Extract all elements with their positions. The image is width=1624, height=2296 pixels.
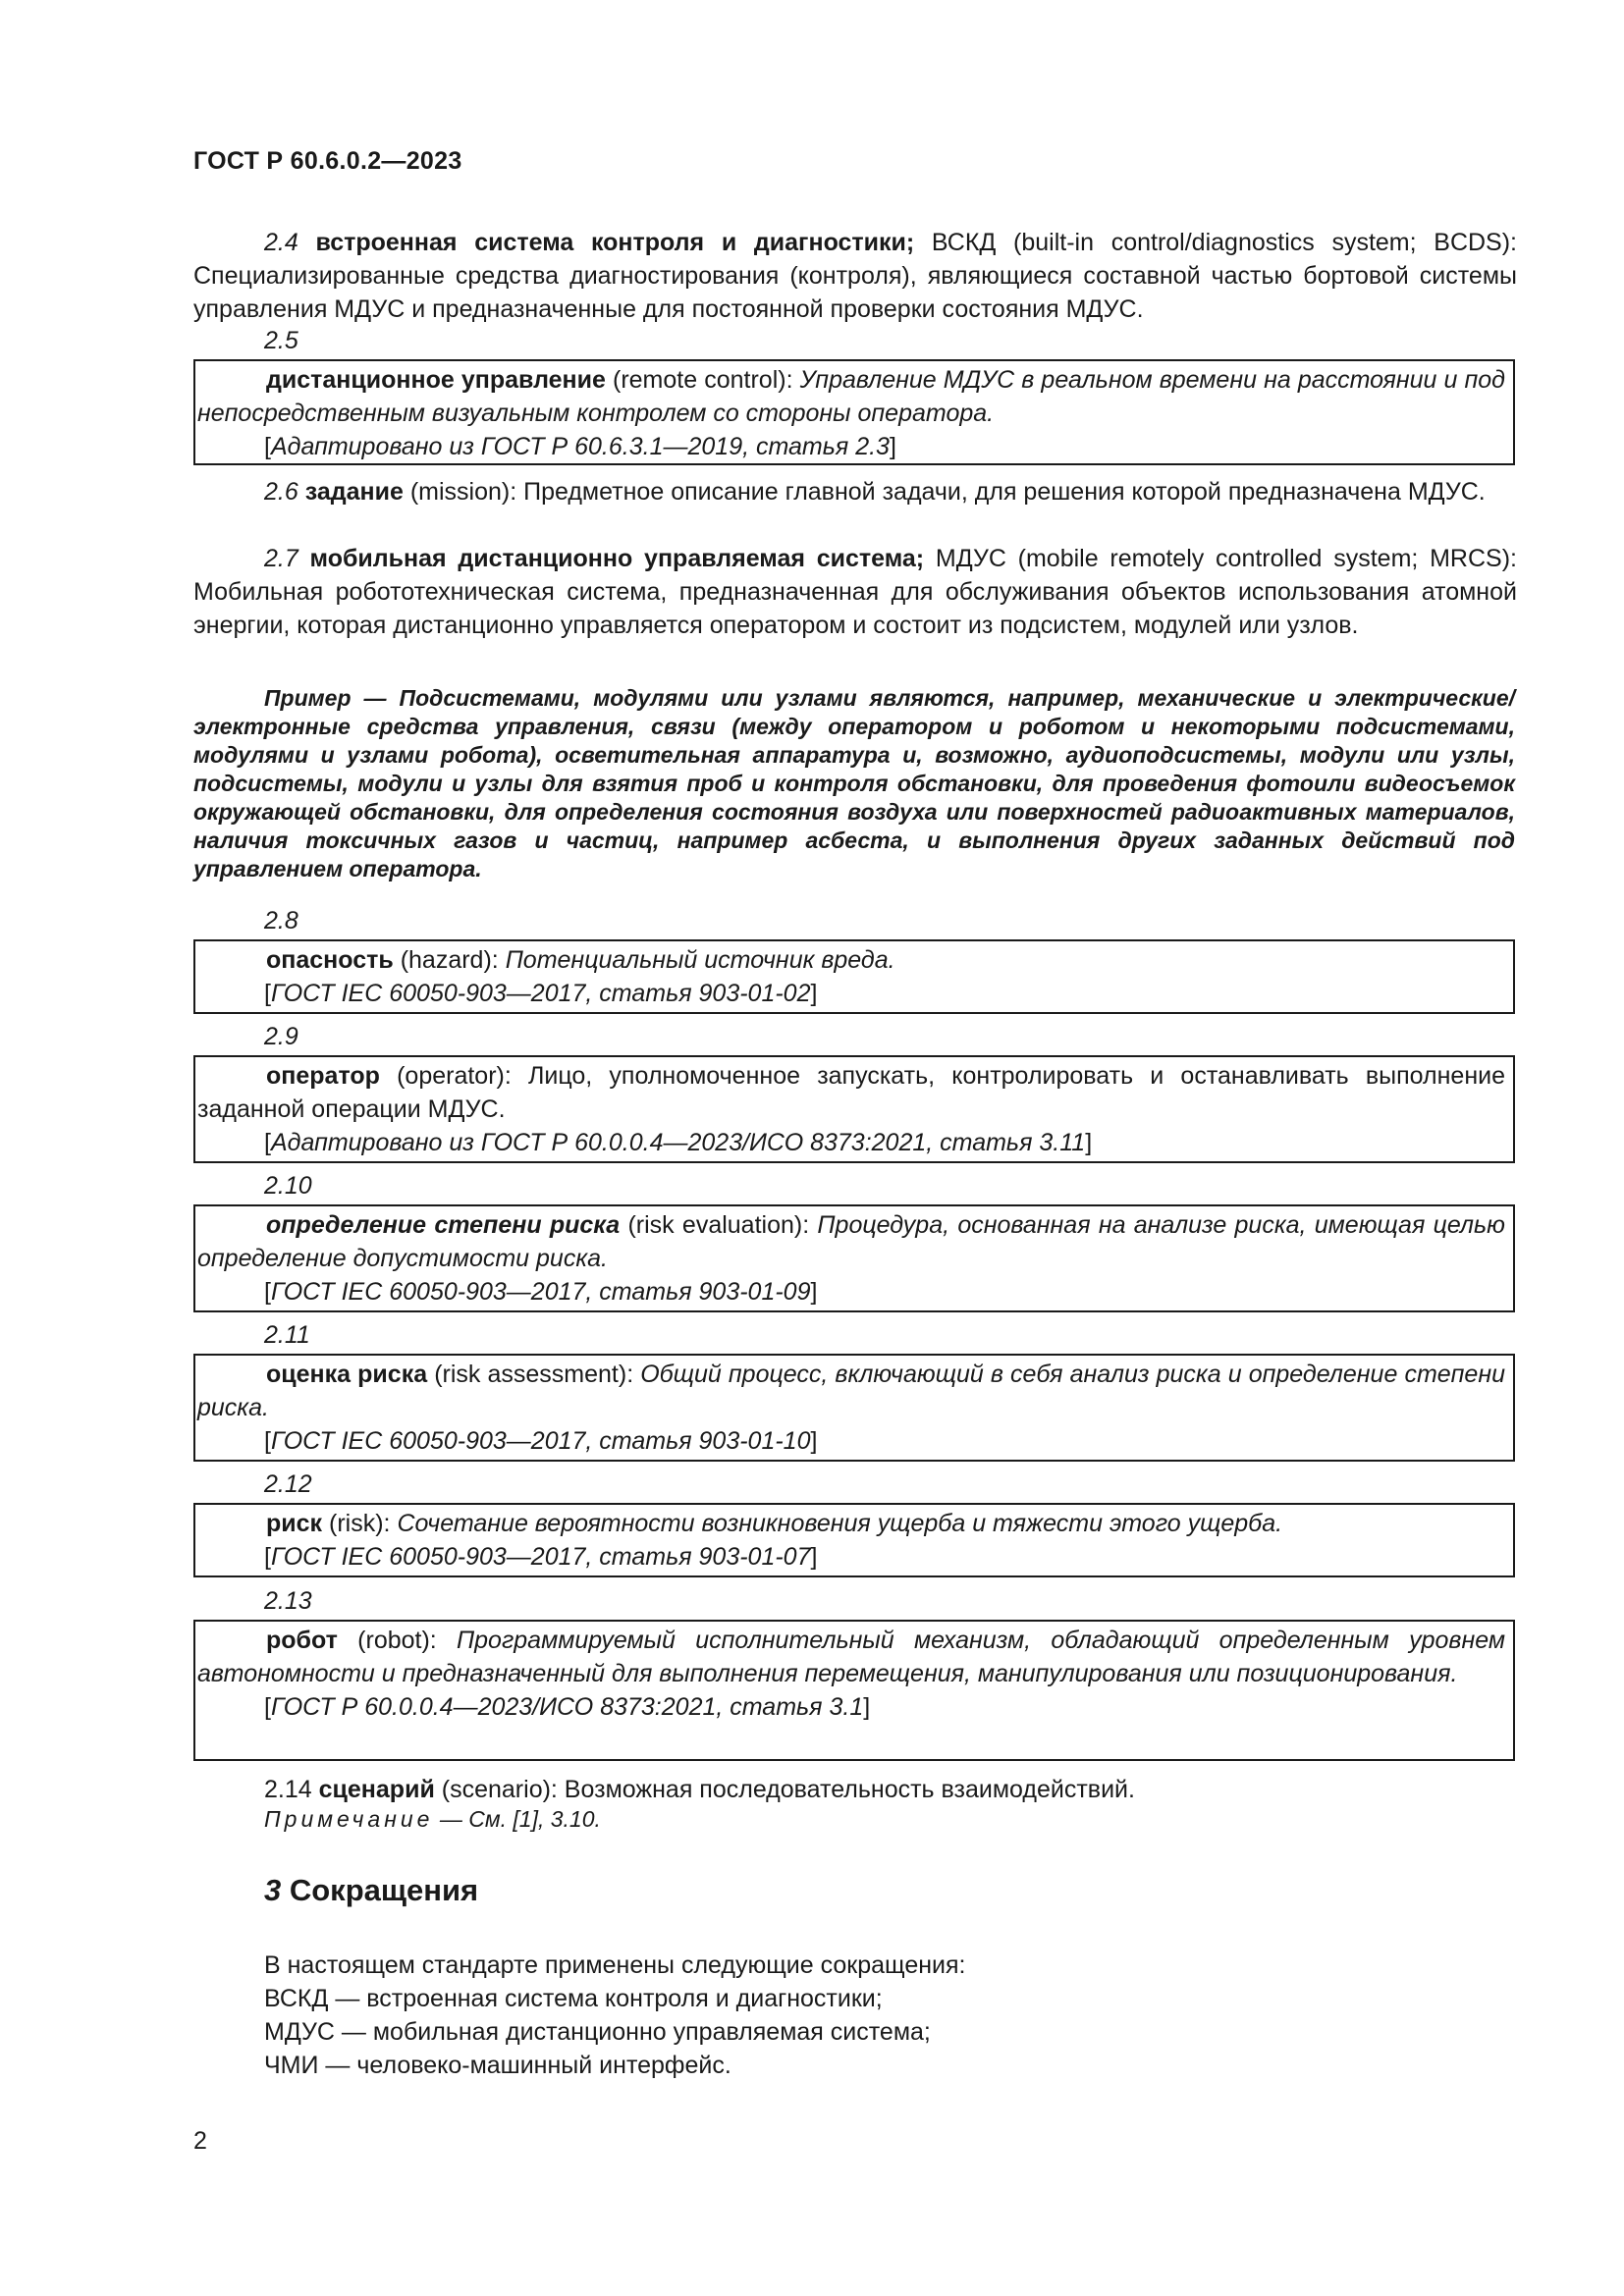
term-source: [ГОСТ IEC 60050-903—2017, статья 903-01-07] xyxy=(264,1543,818,1571)
term-number-2-8: 2.8 xyxy=(264,907,298,934)
term-box-2-11: оценка риска (risk assessment): Общий процесс, включающий в себя анализ риска и определение степени риска. [ГОСТ IEC 60050-903—2017, статья 903-01-10] xyxy=(193,1354,1515,1462)
term-box-2-8: опасность (hazard): Потенциальный источник вреда. [ГОСТ IEC 60050-903—2017, статья 903-01-02] xyxy=(193,939,1515,1014)
term-source: [ГОСТ IEC 60050-903—2017, статья 903-01-09] xyxy=(264,1278,818,1306)
term-number-2-13: 2.13 xyxy=(264,1587,312,1615)
term-source: [ГОСТ IEC 60050-903—2017, статья 903-01-02] xyxy=(264,980,818,1007)
term-number-2-10: 2.10 xyxy=(264,1172,312,1200)
page-number: 2 xyxy=(193,2127,207,2155)
term-2-4 xyxy=(193,226,1517,326)
term-number-2-12: 2.12 xyxy=(264,1470,312,1498)
term-number-2-9: 2.9 xyxy=(264,1023,298,1050)
term-source: [ГОСТ IEC 60050-903—2017, статья 903-01-10] xyxy=(264,1427,818,1455)
document-header: ГОСТ Р 60.6.0.2—2023 xyxy=(193,147,462,175)
term-2-6: 2.6 задание (mission): Предметное описание главной задачи, для решения которой предназначена МДУС. xyxy=(264,478,1486,506)
term-box-2-9: оператор (operator): Лицо, уполномоченное запускать, контролировать и останавливать выполнение заданной операции МДУС. [Адаптировано из ГОСТ Р 60.0.0.4—2023/ИСО 8373:2021, статья 3.11] xyxy=(193,1055,1515,1163)
term-number: 2.4 xyxy=(264,229,298,256)
term-box-2-5 xyxy=(193,359,1515,465)
abbreviation-intro: В настоящем стандарте применены следующие сокращения: xyxy=(264,1951,966,1979)
term-2-7: 2.7 мобильная дистанционно управляемая система; МДУС (mobile remotely controlled system; MRCS): Мобильная робототехническая система, предназначенная для обслуживания объектов использования атомной энергии, которая дистанционно управляется оператором и состоит из подсистем, модулей или узлов. xyxy=(193,545,1517,639)
term-number-2-5: 2.5 xyxy=(264,327,298,354)
note: Примечание — См. [1], 3.10. xyxy=(264,1806,601,1832)
section-heading: 3 Сокращения xyxy=(264,1873,479,1907)
term-source: [Адаптировано из ГОСТ Р 60.0.0.4—2023/ИСО 8373:2021, статья 3.11] xyxy=(264,1129,1093,1156)
term-number-2-11: 2.11 xyxy=(264,1321,310,1349)
abbreviation-item: ВСКД — встроенная система контроля и диагностики; xyxy=(264,1985,883,2012)
term-source: [Адаптировано из ГОСТ Р 60.6.3.1—2019, статья 2.3] xyxy=(264,433,896,460)
abbreviation-list xyxy=(264,1949,965,2082)
term-text: ВСКД (built-in control/diagnostics system; BCDS): Специализированные средства диагностирования (контроля), являющиеся составной частью бортовой системы управления МДУС и предназначенные для постоянной проверки состояния МДУС. xyxy=(193,229,1517,323)
term-box-2-13: робот (robot): Программируемый исполнительный механизм, обладающий определенным уровнем автономности и предназначенный для выполнения перемещения, манипулирования или позиционирования. [ГОСТ Р 60.0.0.4—2023/ИСО 8373:2021, статья 3.1] xyxy=(193,1620,1515,1761)
term-box-2-10: определение степени риска (risk evaluation): Процедура, основанная на анализе риска, имеющая целью определение допустимости риска. [ГОСТ IEC 60050-903—2017, статья 903-01-09] xyxy=(193,1204,1515,1312)
term-source: [ГОСТ Р 60.0.0.4—2023/ИСО 8373:2021, статья 3.1] xyxy=(264,1693,871,1721)
abbreviation-item: ЧМИ — человеко-машинный интерфейс. xyxy=(264,2052,731,2079)
term-definition: дистанционное управление (remote control): Управление МДУС в реальном времени на расстоянии и под непосредственным визуальным контролем со стороны оператора. xyxy=(197,366,1505,427)
example-block: Пример — Подсистемами, модулями или узлами являются, например, механические и электрические/электронные средства управления, связи (между оператором и роботом и некоторыми подсистемами, модулями и узлами робота), осветительная аппаратура и, возможно, аудиоподсистемы, модули или узлы, подсистемы, модули и узлы для взятия проб и контроля обстановки, для проведения фотоили видеосъемок окружающей обстановки, для определения состояния воздуха или поверхностей радиоактивных материалов, наличия токсичных газов и частиц, например асбеста, и выполнения других заданных действий под управлением оператора. xyxy=(193,685,1515,881)
term-box-2-12: риск (risk): Сочетание вероятности возникновения ущерба и тяжести этого ущерба. [ГОСТ IEC 60050-903—2017, статья 903-01-07] xyxy=(193,1503,1515,1577)
term-2-14: 2.14 сценарий (scenario): Возможная последовательность взаимодействий. xyxy=(264,1776,1135,1803)
term-name: встроенная система контроля и диагностики; xyxy=(315,229,915,256)
abbreviation-item: МДУС — мобильная дистанционно управляемая система; xyxy=(264,2018,931,2046)
